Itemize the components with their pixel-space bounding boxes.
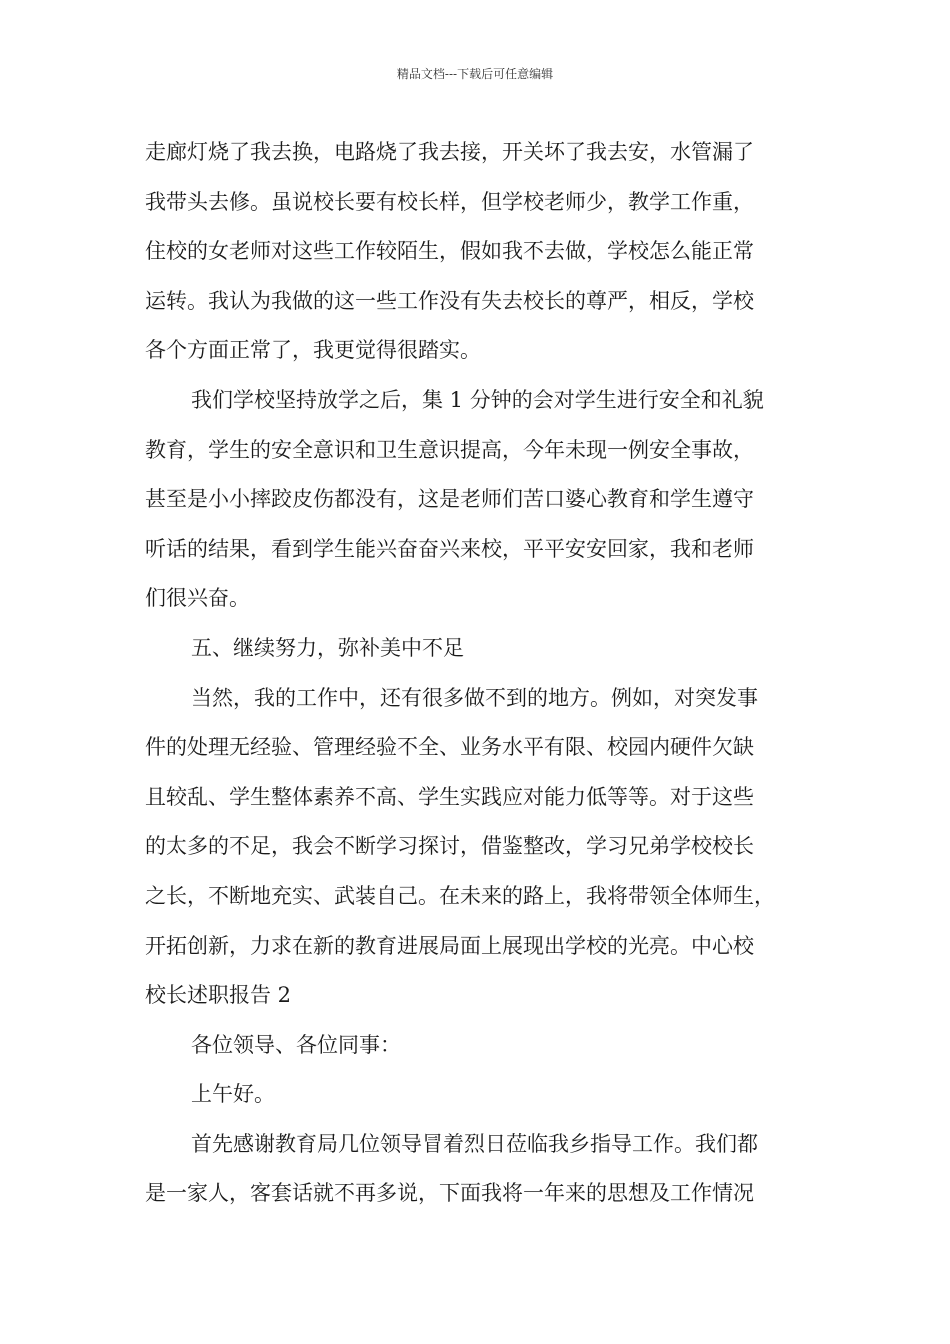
text-line: 首先感谢教育局几位领导冒着烈日莅临我乡指导工作。我们都 (191, 1131, 758, 1156)
text-line: 开拓创新，力求在新的教育进展局面上展现出学校的光亮。中心校 (145, 933, 754, 958)
text-line: 之长，不断地充实、武装自己。在未来的路上，我将带领全体师生， (145, 883, 775, 908)
text-line: 件的处理无经验、管理经验不全、业务水平有限、校园内硬件欠缺 (145, 735, 754, 760)
text-line: 我带头去修。虽说校长要有校长样，但学校老师少，教学工作重， (145, 189, 754, 214)
page-header: 精品文档---下载后可任意编辑 (396, 67, 554, 81)
text-line: 住校的女老师对这些工作较陌生，假如我不去做，学校怎么能正常 (145, 239, 754, 264)
text-line: 听话的结果，看到学生能兴奋奋兴来校，平平安安回家，我和老师 (145, 536, 754, 561)
document-title-line: 校长述职报告 2 (145, 983, 292, 1008)
text-line: 运转。我认为我做的这一些工作没有失去校长的尊严，相反，学校 (145, 288, 754, 313)
text-line: 教育，学生的安全意识和卫生意识提高，今年未现一例安全事故， (145, 437, 754, 462)
text-line: 们很兴奋。 (145, 586, 250, 611)
document-body (145, 128, 825, 1219)
greeting: 上午好。 (191, 1082, 275, 1107)
text-line: 各个方面正常了，我更觉得很踏实。 (145, 338, 481, 363)
text-line: 的太多的不足，我会不断学习探讨，借鉴整改，学习兄弟学校校长 (145, 834, 754, 859)
text-line: 甚至是小小摔跤皮伤都没有，这是老师们苦口婆心教育和学生遵守 (145, 487, 754, 512)
text-line: 我们学校坚持放学之后，集 1 分钟的会对学生进行安全和礼貌 (191, 387, 764, 412)
salutation: 各位领导、各位同事： (191, 1032, 401, 1057)
text-line: 是一家人，客套话就不再多说，下面我将一年来的思想及工作情况 (145, 1181, 754, 1206)
text-line: 当然，我的工作中，还有很多做不到的地方。例如，对突发事 (191, 685, 758, 710)
text-line: 走廊灯烧了我去换，电路烧了我去接，开关坏了我去安，水管漏了 (145, 140, 754, 164)
section-heading: 五、继续努力，弥补美中不足 (191, 635, 464, 660)
text-line: 且较乱、学生整体素养不高、学生实践应对能力低等等。对于这些 (145, 784, 754, 809)
